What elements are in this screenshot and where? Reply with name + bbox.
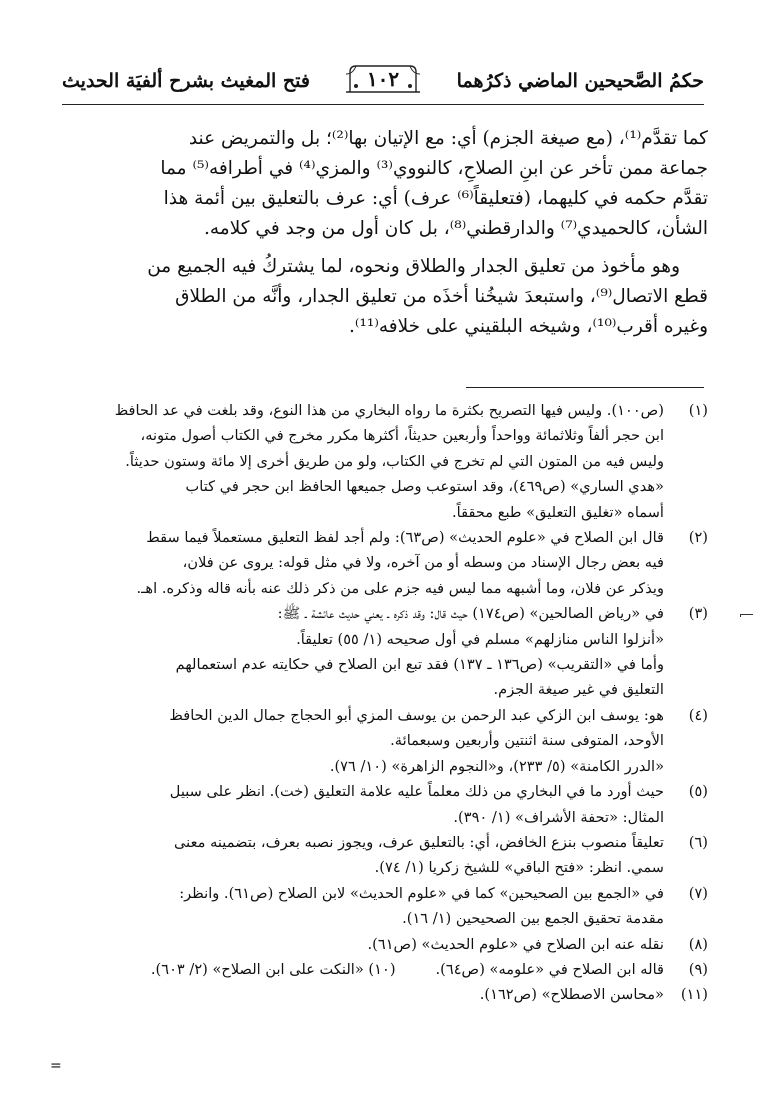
footnote-line: مقدمة تحقيق الجمع بين الصحيحين (١/ ١٦). — [402, 910, 664, 928]
footnote-line: ويذكر عن فلان، وما أشبهه مما ليس فيه جزم على من ذكر ذلك عنه بأنه قاله وذكره. اهـ. — [136, 579, 664, 597]
page-number: ١٠٢ — [366, 67, 400, 91]
body-line: تقدَّم حكمه في كليهما، (فتعليقاً⁽⁶⁾ عرف) أي: عرف بالتعليق بين أئمة هذا — [163, 188, 708, 209]
body-line: الشأن، كالحميدي⁽⁷⁾ والدارقطني⁽⁸⁾، بل كان أول من وجد في كلامه. — [204, 218, 708, 239]
footnote — [58, 982, 708, 1007]
body-line: وغيره أقرب⁽¹⁰⁾، وشيخه البلقيني على خلافه⁽¹¹⁾. — [349, 316, 708, 337]
footnote-number: (٧) — [688, 884, 708, 902]
footnote-line: قاله ابن الصلاح في «علومه» (ص٦٤). — [435, 960, 664, 978]
footnote-separator — [466, 387, 704, 388]
footnote-number: (١١) — [680, 986, 708, 1004]
footnote-number: (٦) — [688, 833, 708, 851]
footnote-line: التعليق في غير صيغة الجزم. — [493, 681, 664, 699]
footnote — [58, 932, 708, 957]
body-line: قطع الاتصال⁽⁹⁾، واستبعدَ شيخُنا أخذَه من تعليق الجدار، وأنَّه من الطلاق — [175, 286, 708, 307]
margin-mark: = — [50, 1058, 62, 1074]
footnote — [58, 398, 708, 525]
footnote-pair — [58, 957, 708, 982]
footnote-line: تعليقاً منصوب بنزع الخافض، أي: بالتعليق عرف، ويجوز نصبه بعرف، بتضمينه معنى — [174, 833, 664, 851]
footnote-number: (٤) — [688, 706, 708, 724]
footnote-number: (٣) — [688, 605, 708, 623]
footnote-number: (٥) — [688, 783, 708, 801]
footnote-line: وليس فيه من المتون التي لم تخرج في الكتاب، ولو من طريق أخرى إلا مائة وستون حديثاً. — [125, 452, 664, 470]
footnote-inline — [151, 957, 396, 982]
footnote-line: حيث أورد ما في البخاري من ذلك معلماً عليه علامة التعليق (خت). انظر على سبيل — [169, 783, 664, 801]
footnote-number: (١) — [688, 402, 708, 419]
footnote-line: في «الجمع بين الصحيحين» كما في «علوم الحديث» لابن الصلاح (ص٦١). وانظر: — [179, 884, 664, 902]
header-book-title: فتح المغيث بشرح ألفيَة الحديث — [62, 70, 310, 92]
footnote-line: «محاسن الاصطلاح» (ص١٦٢). — [479, 986, 664, 1004]
footnote-line: المثال: «تحفة الأشراف» (١/ ٣٩٠). — [453, 808, 664, 826]
footnote-line: أسماه «تغليق التعليق» طبع محققاً. — [452, 503, 664, 521]
footnote-line: قال ابن الصلاح في «علوم الحديث» (ص٦٣): ولم أجد لفظ التعليق مستعملاً فيما سقط — [146, 529, 664, 547]
footnote-number: (٢) — [688, 529, 708, 547]
footnote-line: سمي. انظر: «فتح الباقي» للشيخ زكريا (١/ ٧٤). — [374, 859, 664, 877]
footnote-line: نقله عنه ابن الصلاح في «علوم الحديث» (ص٦١). — [367, 935, 664, 953]
footnote-line: ابن حجر ألفاً وثلاثمائة وواحداً وأربعين حديثاً، أكثرها مكرر مخرج في الكتاب أصول متونه، — [140, 427, 664, 445]
footnote — [58, 779, 708, 830]
footnote-number: (٨) — [688, 935, 708, 953]
header-chapter-title: حكمُ الصَّحيحين الماضي ذكرُهما — [456, 70, 704, 92]
page-number-box — [342, 62, 424, 96]
footnote-line: «الدرر الكامنة» (٥/ ٢٣٣)، و«النجوم الزاهرة» (١٠/ ٧٦). — [329, 757, 664, 775]
footnote-line: «النكت على ابن الصلاح» (٢/ ٦٠٣). — [150, 960, 364, 978]
footnote-line: في «رياض الصالحين» (ص١٧٤) حيث قال: وقد ذكره ـ يعني حديث عائشة ـ ﷺ: — [277, 605, 664, 623]
footnote-number: (١٠) — [368, 960, 396, 978]
footnote — [58, 830, 708, 881]
footnote — [58, 703, 708, 779]
footnote-line: الأوحد، المتوفى سنة اثنتين وأربعين وسبعمائة. — [390, 732, 664, 750]
footnote-line: هو: يوسف ابن الزكي عبد الرحمن بن يوسف المزي أبو الحجاج جمال الدين الحافظ — [169, 706, 664, 724]
footnote-number: (٩) — [688, 960, 708, 978]
footnote — [58, 881, 708, 932]
main-text — [58, 124, 708, 342]
margin-tick — [740, 614, 753, 617]
body-line: جماعة ممن تأخر عن ابنِ الصلاحِ، كالنووي⁽³⁾ والمزي⁽⁴⁾ في أطرافه⁽⁵⁾ مما — [160, 158, 708, 179]
body-line: كما تقدَّم⁽¹⁾، (مع صيغة الجزم) أي: مع الإتيان بها⁽²⁾؛ بل والتمريض عند — [188, 128, 708, 149]
footnotes — [58, 398, 708, 1008]
running-header — [62, 60, 704, 105]
footnote-line: «أنزلوا الناس منازلهم» مسلم في أول صحيحه (١/ ٥٥) تعليقاً. — [296, 630, 664, 648]
footnote-line: فيه بعض رجال الإسناد من وسطه أو من آخره، ولا في مثل قوله: يروى عن فلان، — [182, 554, 664, 572]
footnote-line: (ص١٠٠). وليس فيها التصريح بكثرة ما رواه البخاري من هذا النوع، وقد بلغت في عد الحافظ — [114, 402, 664, 419]
footnote-line: «هدي الساري» (ص٤٦٩)، وقد استوعب وصل جميعها الحافظ ابن حجر في كتاب — [185, 478, 664, 496]
footnote — [58, 525, 708, 601]
footnote-line: وأما في «التقريب» (ص١٣٦ ـ ١٣٧) فقد تبع ابن الصلاح في حكايته عدم استعمالهم — [175, 656, 664, 674]
footnote — [58, 601, 708, 703]
body-line: وهو مأخوذ من تعليق الجدار والطلاق ونحوه، لما يشتركُ فيه الجميع من — [147, 256, 680, 277]
